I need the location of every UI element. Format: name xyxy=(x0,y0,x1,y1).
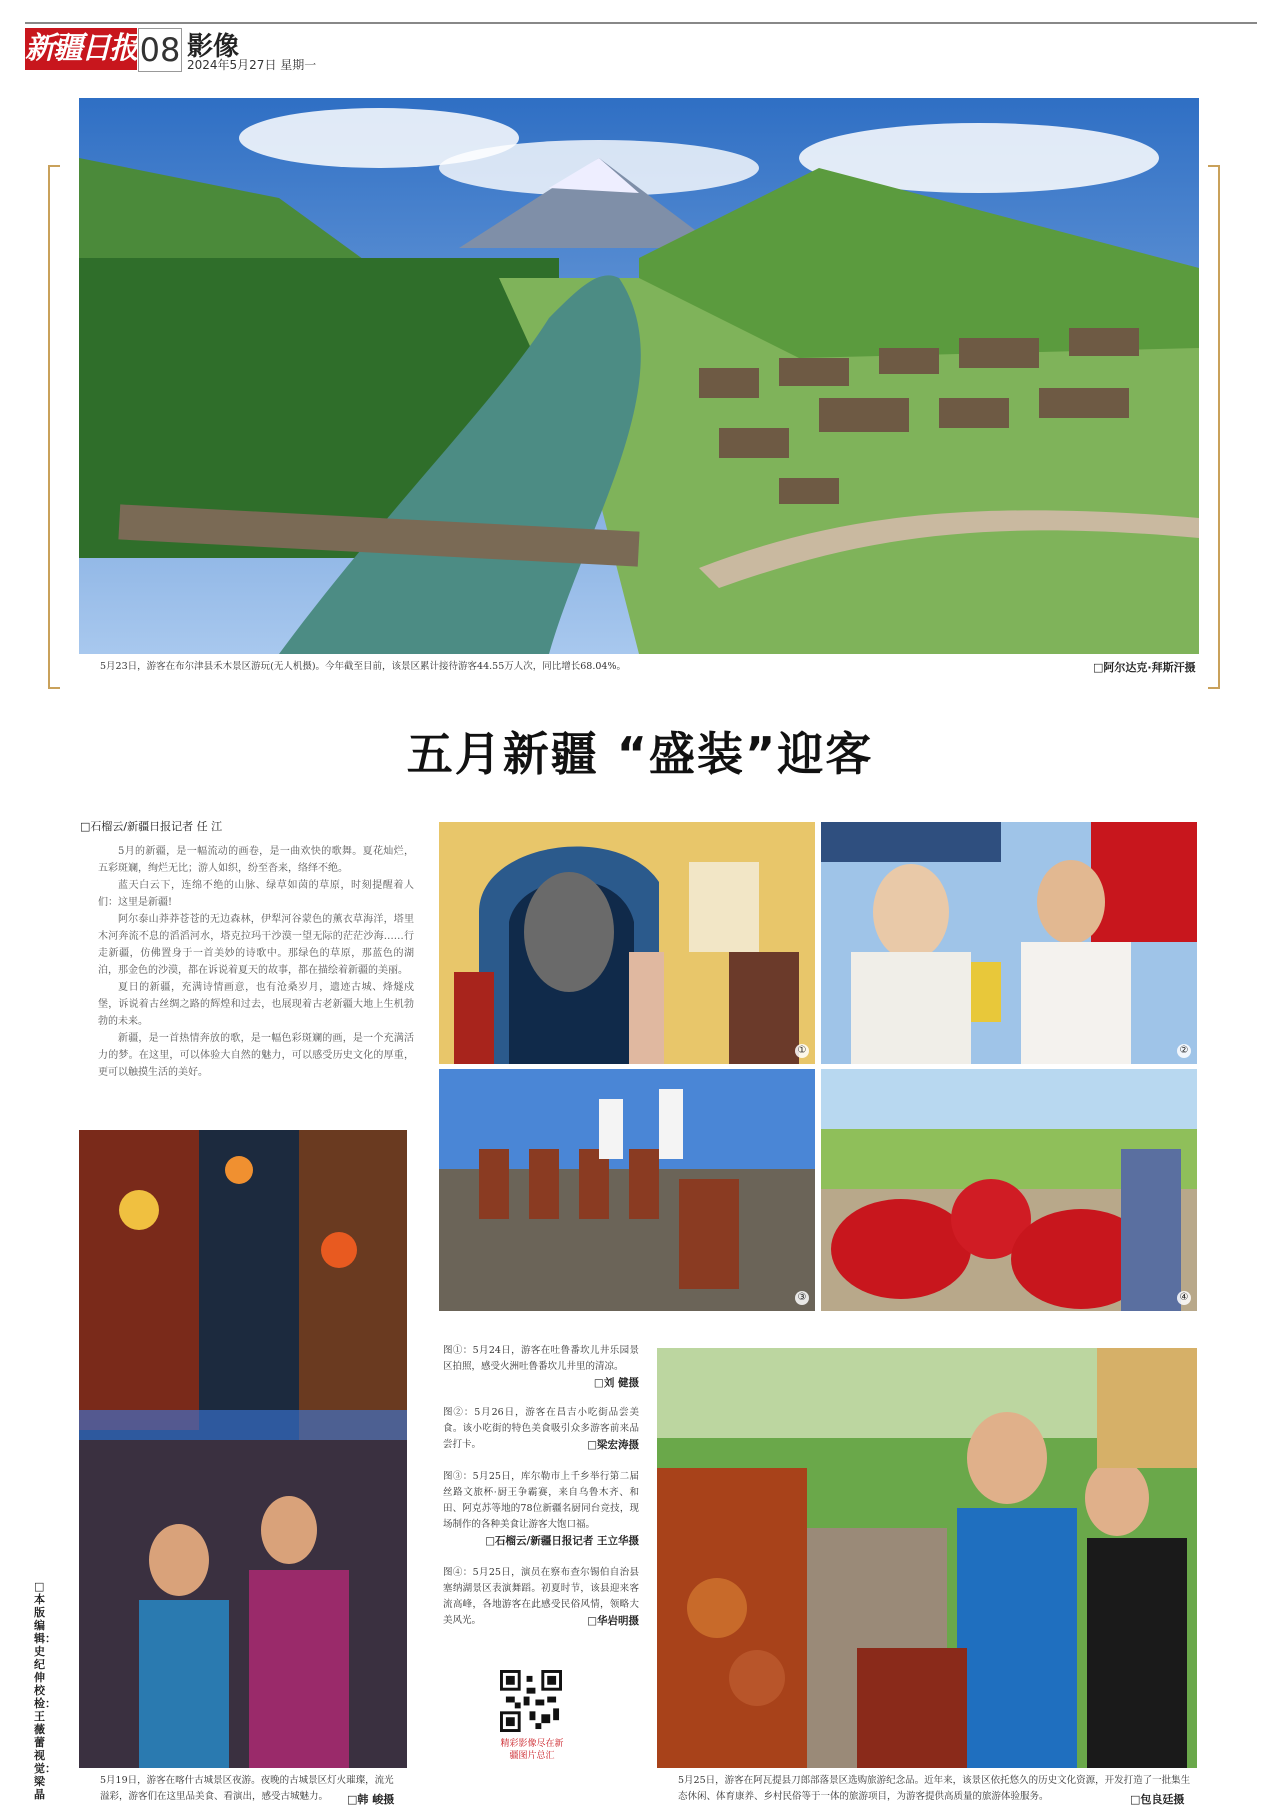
top-photo-credit: □阿尔达克·拜斯汗摄 xyxy=(1093,661,1196,674)
headline: 五月新疆 “盛装”迎客 xyxy=(406,727,874,781)
section-title: 影像 xyxy=(187,32,240,62)
paragraph: 夏日的新疆，充满诗情画意，也有沧桑岁月，遗迹古城、烽燧戍堡，诉说着古丝绸之路的辉煌和过去，也展现着古老新疆大地上生机勃勃的未来。 xyxy=(98,982,414,1027)
legend-text: 图①：5月24日，游客在吐鲁番坎儿井乐园景区拍照，感受火洲吐鲁番坎儿井里的清凉。 xyxy=(443,1345,639,1372)
photo-karez[interactable] xyxy=(439,822,815,1064)
daolang-market-image xyxy=(657,1348,1197,1768)
article-body xyxy=(98,843,414,1081)
legend-1 xyxy=(443,1343,639,1391)
qr-code[interactable] xyxy=(500,1670,562,1732)
byline: □石榴云/新疆日报记者 任 江 xyxy=(80,820,223,833)
left-photo-caption: 5月19日，游客在喀什古城景区夜游。夜晚的古城景区灯火璀璨，流光溢彩，游客们在这里品美食、看演出，感受古城魅力。 xyxy=(100,1775,394,1802)
legend-4 xyxy=(443,1565,639,1629)
paragraph: 蓝天白云下，连绵不绝的山脉、绿草如茵的草原，时刻提醒着人们：这里是新疆! xyxy=(98,880,414,908)
snack-street-image xyxy=(821,822,1197,1064)
photo-number: ① xyxy=(795,1044,809,1058)
legend-text: 图③：5月25日，库尔勒市上千乡举行第二届丝路文旅杯·厨王争霸赛，来自乌鲁木齐、和田、阿克苏等地的78位新疆名厨同台竞技，现场制作的各种美食让游客大饱口福。 xyxy=(443,1471,639,1530)
right-photo-credit: □包良廷摄 xyxy=(1130,1793,1185,1806)
legend-credit: □华岩明摄 xyxy=(587,1615,639,1627)
dancers-image xyxy=(821,1069,1197,1311)
photo-snack-street[interactable] xyxy=(821,822,1197,1064)
photo-number: ③ xyxy=(795,1291,809,1305)
header-rule xyxy=(25,22,1257,24)
legend-credit: □梁宏涛摄 xyxy=(587,1439,639,1451)
chef-contest-image xyxy=(439,1069,815,1311)
photo-dancers[interactable] xyxy=(821,1069,1197,1311)
right-photo-caption: 5月25日，游客在阿瓦提县刀郎部落景区选购旅游纪念品。近年来，该景区依托悠久的历史文化资源，开发打造了一批集生态休闲、体育康养、乡村民俗等于一体的旅游项目，为游客提供高质量的旅游体验服务。 xyxy=(678,1775,1191,1802)
legend-2 xyxy=(443,1405,639,1453)
paragraph: 新疆，是一首热情奔放的歌，是一幅色彩斑斓的画，是一个充满活力的梦。在这里，可以体验大自然的魅力，可以感受历史文化的厚重，更可以触摸生活的美好。 xyxy=(98,1033,414,1078)
karez-image xyxy=(439,822,815,1064)
photo-chef-contest[interactable] xyxy=(439,1069,815,1311)
legend-credit: □石榴云/新疆日报记者 王立华摄 xyxy=(485,1535,639,1547)
legend-credit: □刘 健摄 xyxy=(593,1377,639,1389)
left-bracket xyxy=(48,165,60,689)
newspaper-logo[interactable]: 新疆日报 xyxy=(25,28,137,70)
legend-text: 图④：5月25日，演员在察布查尔锡伯自治县塞纳湖景区表演舞蹈。初夏时节，该县迎来客流高峰，各地游客在此感受民俗风情，领略大美风光。 xyxy=(443,1567,639,1626)
landscape-image xyxy=(79,98,1199,654)
issue-date: 2024年5月27日 星期一 xyxy=(187,58,317,72)
photo-daolang-market[interactable] xyxy=(657,1348,1197,1768)
qr-caption: 精彩影像尽在新疆图片总汇 xyxy=(500,1739,564,1761)
photo-number: ② xyxy=(1177,1044,1191,1058)
right-bracket xyxy=(1208,165,1220,689)
paragraph: 阿尔泰山莽莽苍苍的无边森林，伊犁河谷蒙色的薰衣草海洋，塔里木河奔流不息的滔滔河水，塔克拉玛干沙漠一望无际的茫茫沙海……行走新疆，仿佛置身于一首美妙的诗歌中。那绿色的草原，那蓝色的湖泊，那金色的沙漠，都在诉说着夏天的故事，都在描绘着新疆的美丽。 xyxy=(98,914,414,976)
paragraph: 5月的新疆，是一幅流动的画卷，是一曲欢快的歌舞。夏花灿烂，五彩斑斓，绚烂无比；游人如织，纷至沓来，络绎不绝。 xyxy=(98,846,414,874)
legend-3 xyxy=(443,1469,639,1549)
kashgar-night-image xyxy=(79,1130,407,1768)
top-photo-caption: 5月23日，游客在布尔津县禾木景区游玩(无人机摄)。今年截至目前，该景区累计接待游客44.55万人次，同比增长68.04%。 xyxy=(100,661,626,672)
legend-text: 图②：5月26日，游客在昌吉小吃街品尝美食。该小吃街的特色美食吸引众多游客前来品尝打卡。 xyxy=(443,1407,639,1450)
photo-kashgar-night[interactable] xyxy=(79,1130,407,1768)
left-photo-credit: □韩 峻摄 xyxy=(347,1793,395,1806)
page-number: 08 xyxy=(138,28,182,72)
qr-code-icon xyxy=(500,1670,562,1732)
editor-credits: □本版编辑：史纪伸 校检：王薇蕾 视觉：梁 晶 xyxy=(34,1580,56,1801)
top-photo-hemu[interactable] xyxy=(79,98,1199,654)
photo-number: ④ xyxy=(1177,1291,1191,1305)
